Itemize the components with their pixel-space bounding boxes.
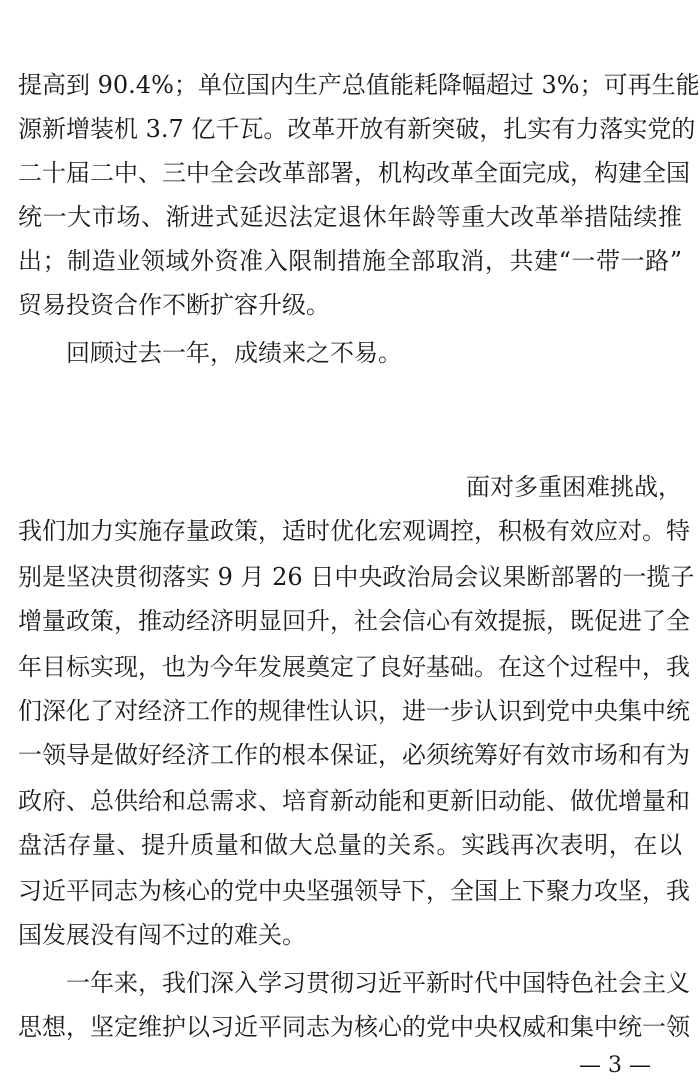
- text-line-18: 国发展没有闯不过的难关。: [18, 921, 306, 949]
- text-line-11: 增量政策，推动经济明显回升，社会信心有效提振，既促进了全: [18, 607, 690, 635]
- text-line-16: 盘活存量、提升质量和做大总量的关系。实践再次表明，在以: [18, 831, 682, 859]
- text-line-10: 别是坚决贯彻落实 9 月 26 日中央政治局会议果断部署的一揽子: [18, 563, 695, 591]
- text-line-1: 提高到 90.4%；单位国内生产总值能耗降幅超过 3%；可再生能: [18, 71, 700, 99]
- text-line-8: 面对多重困难挑战，: [466, 473, 682, 501]
- text-line-13: 们深化了对经济工作的规律性认识，进一步认识到党中央集中统: [18, 697, 690, 725]
- text-line-3: 二十届二中、三中全会改革部署，机构改革全面完成，构建全国: [18, 159, 690, 187]
- text-line-17: 习近平同志为核心的党中央坚强领导下，全国上下聚力攻坚，我: [18, 877, 690, 905]
- text-line-2: 源新增装机 3.7 亿千瓦。改革开放有新突破，扎实有力落实党的: [18, 115, 696, 143]
- text-line-5: 出；制造业领域外资准入限制措施全部取消，共建“一带一路”: [18, 247, 682, 275]
- text-line-15: 政府、总供给和总需求、培育新动能和更新旧动能、做优增量和: [18, 787, 690, 815]
- text-line-9: 我们加力实施存量政策，适时优化宏观调控，积极有效应对。特: [18, 517, 690, 545]
- text-line-4: 统一大市场、渐进式延迟法定退休年龄等重大改革举措陆续推: [18, 203, 682, 231]
- text-line-20: 思想，坚定维护以习近平同志为核心的党中央权威和集中统一领: [18, 1013, 690, 1041]
- text-line-12: 年目标实现，也为今年发展奠定了良好基础。在这个过程中，我: [18, 653, 690, 681]
- text-line-14: 一领导是做好经济工作的根本保证，必须统筹好有效市场和有为: [18, 741, 690, 769]
- text-line-19: 一年来，我们深入学习贯彻习近平新时代中国特色社会主义: [66, 969, 690, 997]
- text-line-6: 贸易投资合作不断扩容升级。: [18, 291, 330, 319]
- page-number: — 3 —: [579, 1053, 651, 1078]
- text-line-7: 回顾过去一年，成绩来之不易。: [66, 339, 402, 367]
